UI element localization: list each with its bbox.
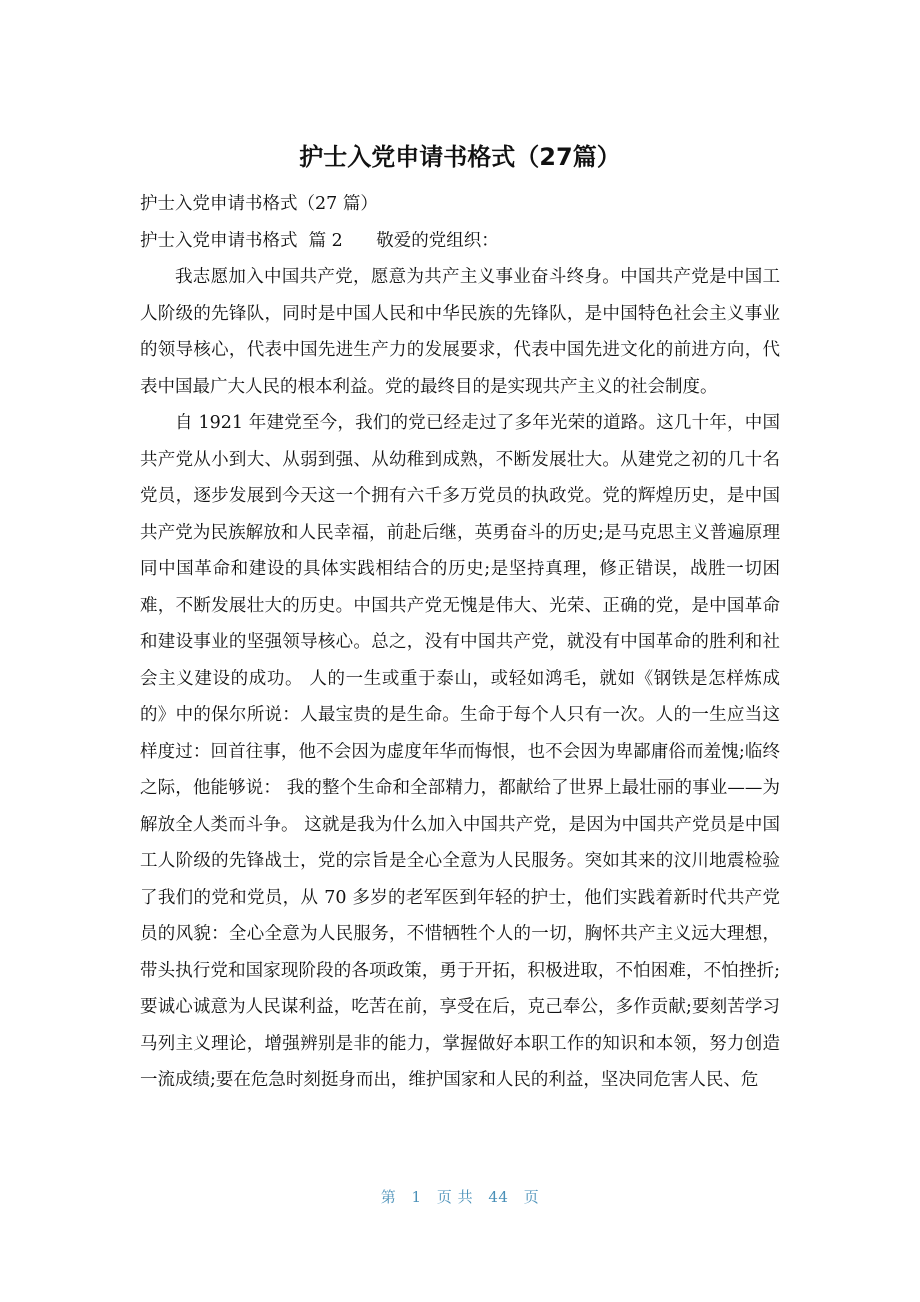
document-title: 护士入党申请书格式（27篇） [299,143,621,171]
footer-total-pages: 44 [488,1188,509,1206]
footer-page-number: 1 [411,1188,422,1206]
footer-suffix: 页 [523,1188,540,1206]
paragraph-2: 自 1921 年建党至今，我们的党已经走过了多年光荣的道路。这几十年，中国共产党从小到大、从弱到强、从幼稚到成熟，不断发展壮大。从建党之初的几十名党员，逐步发展到今天这一个拥有六千多万党员的执政党。党的辉煌历史，是中国共产党为民族解放和人民幸福，前赴后继，英勇奋斗的历史;是马克思主义普遍原理同中国革命和建设的具体实践相结合的历史;是坚持真理，修正错误，战胜一切困难，不断发展壮大的历史。中国共产党无愧是伟大、光荣、正确的党，是中国革命和建设事业的坚强领导核心。总之，没有中国共产党，就没有中国革命的胜利和社会主义建设的成功。 人的一生或重于泰山，或轻如鸿毛，就如《钢铁是怎样炼成的》中的保尔所说：人最宝贵的是生命。生命于每个人只有一次。人的一生应当这样度过：回首往事，他不会因为虚度年华而悔恨，也不会因为卑鄙庸俗而羞愧;临终之际，他能够说： 我的整个生命和全部精力，都献给了世界上最壮丽的事业——为解放全人类而斗争。 这就是我为什么加入中国共产党，是因为中国共产党员是中国工人阶级的先锋战士，党的宗旨是全心全意为人民服务。突如其来的汶川地震检验了我们的党和党员，从 70 多岁的老军医到年轻的护士，他们实践着新时代共产党员的风貌：全心全意为人民服务，不惜牺牲个人的一切，胸怀共产主义远大理想，带头执行党和国家现阶段的各项政策，勇于开拓，积极进取，不怕困难，不怕挫折;要诚心诚意为人民谋利益，吃苦在前，享受在后，克己奉公，多作贡献;要刻苦学习马列主义理论，增强辨别是非的能力，掌握做好本职工作的知识和本领，努力创造一流成绩;要在危急时刻挺身而出，维护国家和人民的利益，坚决同危害人民、危 [140,413,780,1090]
paragraph-1: 我志愿加入中国共产党，愿意为共产主义事业奋斗终身。中国共产党是中国工人阶级的先锋队，同时是中国人民和中华民族的先锋队，是中国特色社会主义事业的领导核心，代表中国先进生产力的发展要求，代表中国先进文化的前进方向，代表中国最广大人民的根本利益。党的最终目的是实现共产主义的社会制度。 [140,267,780,397]
footer-prefix: 第 [380,1188,397,1206]
section-heading: 护士入党申请书格式 篇 2 敬爱的党组织： [140,230,499,251]
footer-middle: 页 共 [436,1188,474,1206]
document-body [140,186,780,1099]
document-subtitle: 护士入党申请书格式（27 篇） [140,194,378,214]
page-footer [0,1186,920,1207]
